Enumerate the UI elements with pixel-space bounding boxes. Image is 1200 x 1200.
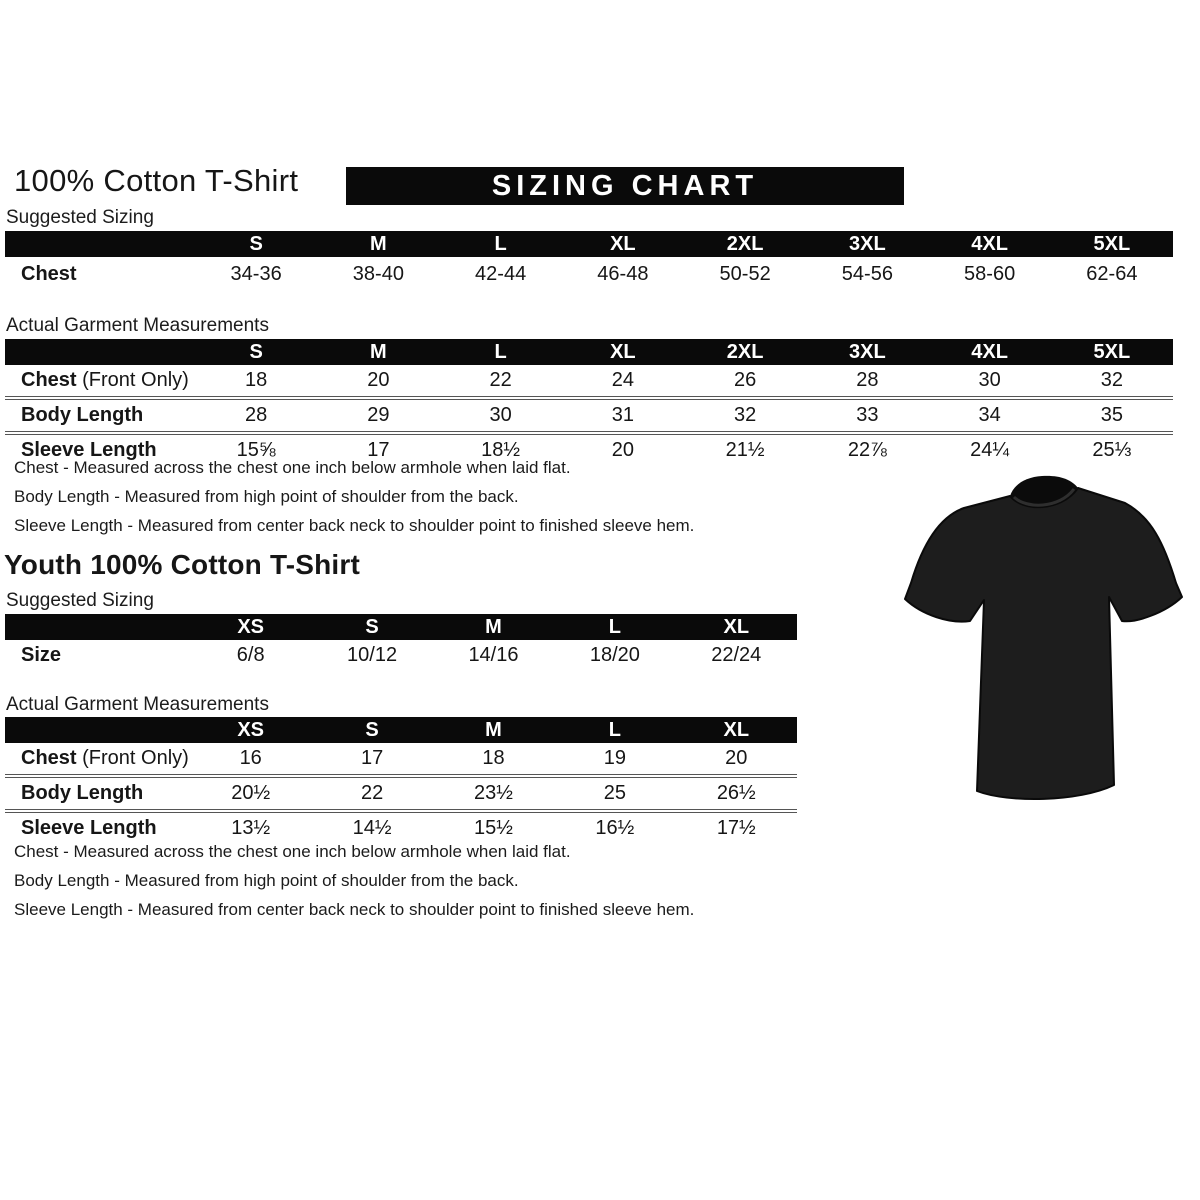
col-header: L <box>554 717 675 743</box>
measure-value: 26½ <box>676 774 797 809</box>
size-value: 54-56 <box>841 263 893 285</box>
measure-value: 15⅝ <box>195 431 317 466</box>
table-row-chest <box>5 365 1173 396</box>
size-value: 6/8 <box>236 644 265 666</box>
size-value: 50-52 <box>719 263 771 285</box>
measure-value: 16½ <box>554 809 675 844</box>
col-header: M <box>317 231 439 257</box>
col-header: 4XL <box>929 231 1051 257</box>
table-row-size <box>5 640 797 671</box>
note-chest: Chest - Measured across the chest one inch below armhole when laid flat. <box>14 842 571 861</box>
black-tshirt-image <box>893 470 1195 812</box>
col-header: 5XL <box>1051 339 1173 365</box>
col-header: L <box>440 339 562 365</box>
table-row-body-length <box>5 396 1173 431</box>
corner-cell <box>5 231 195 257</box>
measure-value: 18½ <box>440 431 562 466</box>
row-label: Body Length <box>5 774 190 809</box>
measure-value: 15½ <box>433 809 554 844</box>
col-header: XL <box>676 614 797 640</box>
measure-value: 22 <box>311 774 432 809</box>
table-row-body-length <box>5 774 797 809</box>
sizing-chart-banner: SIZING CHART <box>346 167 904 205</box>
row-label: Chest <box>21 263 77 285</box>
measure-value: 22 <box>489 369 512 391</box>
youth-garment-measurements-table <box>5 717 797 844</box>
col-header: L <box>440 231 562 257</box>
measure-value: 32 <box>684 396 806 431</box>
table-header-row <box>5 614 797 640</box>
measure-value: 34 <box>929 396 1051 431</box>
size-value: 18/20 <box>589 644 640 666</box>
size-value: 58-60 <box>964 263 1016 285</box>
measure-value: 16 <box>239 747 262 769</box>
table-row-chest <box>5 743 797 774</box>
col-header: XL <box>562 339 684 365</box>
measure-value: 29 <box>317 396 439 431</box>
row-label: Sleeve Length <box>5 431 195 466</box>
adult-suggested-sizing-label: Suggested Sizing <box>6 207 154 228</box>
size-value: 46-48 <box>597 263 649 285</box>
corner-cell <box>5 339 195 365</box>
table-row-sleeve-length <box>5 809 797 844</box>
measure-value: 24¼ <box>929 431 1051 466</box>
measure-value: 35 <box>1051 396 1173 431</box>
size-value: 22/24 <box>711 644 762 666</box>
note-body-length: Body Length - Measured from high point of shoulder from the back. <box>14 487 519 506</box>
measure-value: 31 <box>562 396 684 431</box>
measure-value: 24 <box>611 369 634 391</box>
note-chest: Chest - Measured across the chest one inch below armhole when laid flat. <box>14 458 571 477</box>
measure-value: 18 <box>482 747 505 769</box>
size-value: 62-64 <box>1086 263 1138 285</box>
corner-cell <box>5 614 190 640</box>
table-header-row <box>5 231 1173 257</box>
col-header: S <box>311 614 432 640</box>
size-value: 10/12 <box>347 644 398 666</box>
youth-suggested-sizing-label: Suggested Sizing <box>6 590 154 611</box>
measure-value: 21½ <box>684 431 806 466</box>
measure-value: 22⅞ <box>806 431 928 466</box>
row-label: Size <box>21 644 62 666</box>
col-header: S <box>311 717 432 743</box>
col-header: M <box>317 339 439 365</box>
row-label: Body Length <box>5 396 195 431</box>
youth-measurement-notes <box>14 842 694 929</box>
measure-value: 23½ <box>433 774 554 809</box>
col-header: XS <box>190 717 311 743</box>
measure-value: 20 <box>725 747 748 769</box>
measure-value: 28 <box>195 396 317 431</box>
adult-garment-measurements-label: Actual Garment Measurements <box>6 315 269 336</box>
col-header: M <box>433 614 554 640</box>
col-header: XS <box>190 614 311 640</box>
corner-cell <box>5 717 190 743</box>
col-header: L <box>554 614 675 640</box>
table-header-row <box>5 717 797 743</box>
size-value: 38-40 <box>352 263 404 285</box>
col-header: 2XL <box>684 339 806 365</box>
adult-measurement-notes <box>14 458 694 545</box>
measure-value: 25⅓ <box>1051 431 1173 466</box>
size-value: 34-36 <box>230 263 282 285</box>
measure-value: 19 <box>603 747 626 769</box>
adult-suggested-sizing-table <box>5 231 1173 299</box>
page-title: 100% Cotton T-Shirt <box>14 163 299 198</box>
measure-value: 20½ <box>190 774 311 809</box>
measure-value: 20 <box>367 369 390 391</box>
size-value: 14/16 <box>468 644 519 666</box>
measure-value: 33 <box>806 396 928 431</box>
row-label: Chest (Front Only) <box>21 747 189 769</box>
measure-value: 32 <box>1100 369 1123 391</box>
note-body-length: Body Length - Measured from high point of shoulder from the back. <box>14 871 519 890</box>
table-row <box>5 257 1173 299</box>
measure-value: 14½ <box>311 809 432 844</box>
measure-value: 17 <box>317 431 439 466</box>
col-header: S <box>195 339 317 365</box>
measure-value: 13½ <box>190 809 311 844</box>
youth-section-title: Youth 100% Cotton T-Shirt <box>4 549 361 580</box>
measure-value: 25 <box>554 774 675 809</box>
tshirt-icon <box>893 470 1195 812</box>
measure-value: 30 <box>440 396 562 431</box>
row-label: Sleeve Length <box>5 809 190 844</box>
adult-garment-measurements-table <box>5 339 1173 466</box>
col-header: 3XL <box>806 339 928 365</box>
table-header-row <box>5 339 1173 365</box>
col-header: 3XL <box>806 231 928 257</box>
measure-value: 26 <box>734 369 757 391</box>
col-header: 5XL <box>1051 231 1173 257</box>
youth-suggested-sizing-table <box>5 614 797 671</box>
col-header: XL <box>562 231 684 257</box>
col-header: 2XL <box>684 231 806 257</box>
col-header: 4XL <box>929 339 1051 365</box>
size-value: 42-44 <box>475 263 527 285</box>
measure-value: 28 <box>856 369 879 391</box>
col-header: XL <box>676 717 797 743</box>
col-header: S <box>195 231 317 257</box>
note-sleeve-length: Sleeve Length - Measured from center back neck to shoulder point to finished sleeve hem. <box>14 516 695 535</box>
col-header: M <box>433 717 554 743</box>
youth-garment-measurements-label: Actual Garment Measurements <box>6 694 269 715</box>
measure-value: 17 <box>360 747 384 769</box>
measure-value: 30 <box>978 369 1001 391</box>
measure-value: 18 <box>245 369 268 391</box>
note-sleeve-length: Sleeve Length - Measured from center back neck to shoulder point to finished sleeve hem. <box>14 900 695 919</box>
row-label: Chest (Front Only) <box>21 369 189 391</box>
measure-value: 20 <box>562 431 684 466</box>
measure-value: 17½ <box>676 809 797 844</box>
